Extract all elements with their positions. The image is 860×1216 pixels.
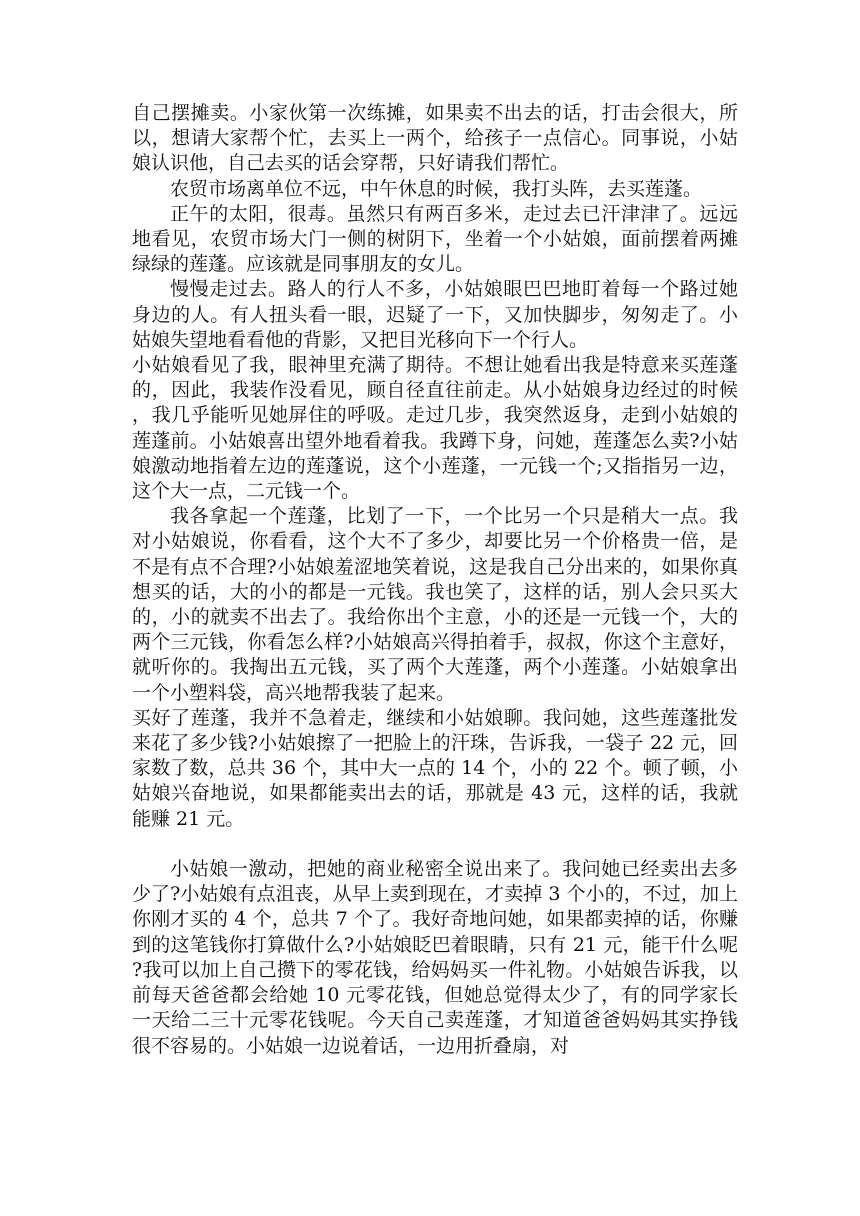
paragraph-3: 正午的太阳，很毒。虽然只有两百多米，走过去已汗津津了。远远地看见，农贸市场大门一侧的树阴下，坐着一个小姑娘，面前摆着两摊绿绿的莲蓬。应该就是同事朋友的女儿。 — [132, 202, 738, 276]
paragraph-8: 小姑娘一激动，把她的商业秘密全说出来了。我问她已经卖出去多少了?小姑娘有点沮丧，从早上卖到现在，才卖掉 3 个小的，不过，加上你刚才买的 4 个，总共 7 个了。我好奇地问她，如果都卖掉的话，你赚到的这笔钱你打算做什么?小姑娘眨巴着眼睛，只有 21 元，能干什么呢?我可以加上自己攒下的零花钱，给妈妈买一件礼物。小姑娘告诉我，以前每天爸爸都会给她 10 元零花钱，但她总觉得太少了，有的同学家长一天给二三十元零花钱呢。今天自己卖莲蓬，才知道爸爸妈妈其实挣钱很不容易的。小姑娘一边说着话，一边用折叠扇，对 — [132, 858, 738, 1057]
paragraph-5: 小姑娘看见了我，眼神里充满了期待。不想让她看出我是特意来买莲蓬的，因此，我装作没看见，顾自径直往前走。从小姑娘身边经过的时候，我几乎能听见她屏住的呼吸。走过几步，我突然返身，走到小姑娘的莲蓬前。小姑娘喜出望外地看着我。我蹲下身，问她，莲蓬怎么卖?小姑娘激动地指着左边的莲蓬说，这个小莲蓬，一元钱一个;又指指另一边，这个大一点，二元钱一个。 — [132, 354, 738, 503]
paragraph-2: 农贸市场离单位不远，中午休息的时候，我打头阵，去买莲蓬。 — [170, 177, 703, 200]
paragraph-1: 自己摆摊卖。小家伙第一次练摊，如果卖不出去的话，打击会很大，所以，想请大家帮个忙，去买上一两个，给孩子一点信心。同事说，小姑娘认识他，自己去买的话会穿帮，只好请我们帮忙。 — [132, 102, 738, 175]
paragraph-6: 我各拿起一个莲蓬，比划了一下，一个比另一个只是稍大一点。我对小姑娘说，你看看，这个大不了多少，却要比另一个价格贵一倍，是不是有点不合理?小姑娘羞涩地笑着说，这是我自己分出来的，如果你真想买的话，大的小的都是一元钱。我也笑了，这样的话，别人会只买大的，小的就卖不出去了。我给你出个主意，小的还是一元钱一个，大的两个三元钱，你看怎么样?小姑娘高兴得拍着手，叔叔，你这个主意好，就听你的。我掏出五元钱，买了两个大莲蓬，两个小莲蓬。小姑娘拿出一个小塑料袋，高兴地帮我装了起来。 — [132, 505, 738, 704]
blank-line — [132, 832, 738, 857]
paragraph-7: 买好了莲蓬，我并不急着走，继续和小姑娘聊。我问她，这些莲蓬批发来花了多少钱?小姑娘擦了一把脸上的汗珠，告诉我，一袋子 22 元，回家数了数，总共 36 个，其中大一点的 14 个，小的 22 个。顿了顿，小姑娘兴奋地说，如果都能卖出去的话，那就是 43 元，这样的话，我就能赚 21 元。 — [132, 706, 738, 830]
paragraph-4: 慢慢走过去。路人的行人不多，小姑娘眼巴巴地盯着每一个路过她身边的人。有人扭头看一眼，迟疑了一下，又加快脚步，匆匆走了。小姑娘失望地看看他的背影，又把目光移向下一个行人。 — [132, 278, 738, 351]
document-body — [132, 101, 738, 1059]
